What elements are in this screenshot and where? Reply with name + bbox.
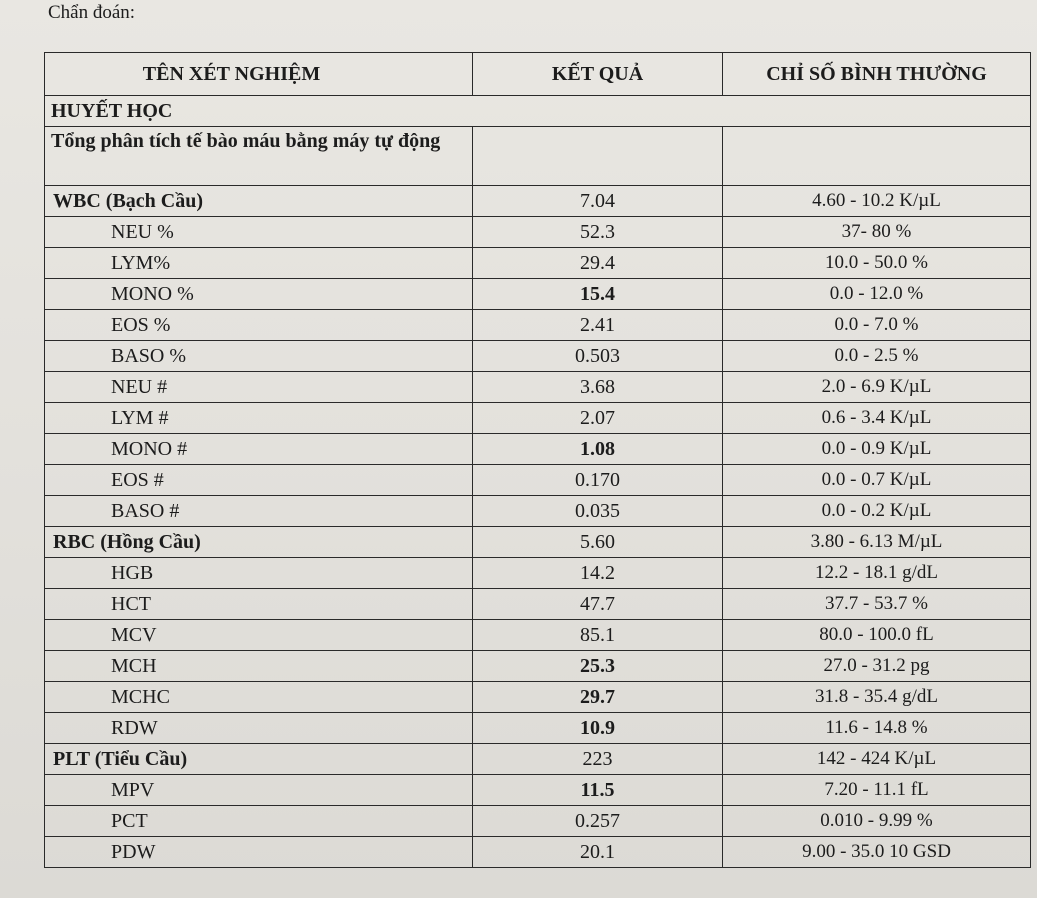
test-name: MPV: [45, 775, 473, 806]
normal-range: 12.2 - 18.1 g/dL: [723, 558, 1031, 589]
test-result: 29.7: [473, 682, 723, 713]
lab-result-sheet: [44, 52, 1030, 868]
normal-range: 0.0 - 0.2 K/µL: [723, 496, 1031, 527]
normal-range: 3.80 - 6.13 M/µL: [723, 527, 1031, 558]
normal-range: 37.7 - 53.7 %: [723, 589, 1031, 620]
table-row: [45, 403, 1031, 434]
test-result: 2.07: [473, 403, 723, 434]
normal-range: 9.00 - 35.0 10 GSD: [723, 837, 1031, 868]
normal-range: 0.6 - 3.4 K/µL: [723, 403, 1031, 434]
test-result: 11.5: [473, 775, 723, 806]
table-row: [45, 248, 1031, 279]
test-result: 20.1: [473, 837, 723, 868]
subsection-title: Tổng phân tích tế bào máu bằng máy tự động: [45, 127, 473, 186]
section-row: [45, 96, 1031, 127]
subsection-range-empty: [723, 127, 1031, 186]
test-result: 7.04: [473, 186, 723, 217]
test-result: 25.3: [473, 651, 723, 682]
test-name: HGB: [45, 558, 473, 589]
normal-range: 0.0 - 0.7 K/µL: [723, 465, 1031, 496]
table-row: [45, 341, 1031, 372]
normal-range: 27.0 - 31.2 pg: [723, 651, 1031, 682]
test-name: EOS #: [45, 465, 473, 496]
normal-range: 2.0 - 6.9 K/µL: [723, 372, 1031, 403]
normal-range: 0.0 - 0.9 K/µL: [723, 434, 1031, 465]
test-name: LYM #: [45, 403, 473, 434]
header-test-name: TÊN XÉT NGHIỆM: [45, 53, 473, 96]
test-result: 5.60: [473, 527, 723, 558]
table-row: [45, 651, 1031, 682]
test-name: NEU #: [45, 372, 473, 403]
table-row: [45, 589, 1031, 620]
test-name: LYM%: [45, 248, 473, 279]
test-result: 29.4: [473, 248, 723, 279]
subsection-row: [45, 127, 1031, 186]
table-row: [45, 372, 1031, 403]
table-row: [45, 465, 1031, 496]
test-result: 0.503: [473, 341, 723, 372]
table-row: [45, 310, 1031, 341]
normal-range: 11.6 - 14.8 %: [723, 713, 1031, 744]
normal-range: 80.0 - 100.0 fL: [723, 620, 1031, 651]
table-row: [45, 279, 1031, 310]
table-row: [45, 837, 1031, 868]
normal-range: 4.60 - 10.2 K/µL: [723, 186, 1031, 217]
subsection-result-empty: [473, 127, 723, 186]
test-name: PLT (Tiểu Cầu): [45, 744, 473, 775]
table-row: [45, 775, 1031, 806]
lab-results-table: [44, 52, 1031, 868]
test-name: PDW: [45, 837, 473, 868]
test-result: 0.257: [473, 806, 723, 837]
test-result: 85.1: [473, 620, 723, 651]
test-result: 0.170: [473, 465, 723, 496]
test-result: 14.2: [473, 558, 723, 589]
table-row: [45, 434, 1031, 465]
normal-range: 0.0 - 12.0 %: [723, 279, 1031, 310]
normal-range: 0.0 - 2.5 %: [723, 341, 1031, 372]
table-row: [45, 217, 1031, 248]
test-name: MONO %: [45, 279, 473, 310]
test-name: RBC (Hồng Cầu): [45, 527, 473, 558]
test-name: MCH: [45, 651, 473, 682]
test-name: HCT: [45, 589, 473, 620]
test-result: 223: [473, 744, 723, 775]
table-row: [45, 682, 1031, 713]
test-result: 15.4: [473, 279, 723, 310]
test-name: WBC (Bạch Cầu): [45, 186, 473, 217]
table-row: [45, 496, 1031, 527]
test-name: MCHC: [45, 682, 473, 713]
table-row: [45, 186, 1031, 217]
test-result: 1.08: [473, 434, 723, 465]
section-title: HUYẾT HỌC: [45, 96, 1031, 127]
normal-range: 31.8 - 35.4 g/dL: [723, 682, 1031, 713]
test-name: RDW: [45, 713, 473, 744]
table-row: [45, 527, 1031, 558]
test-result: 0.035: [473, 496, 723, 527]
normal-range: 7.20 - 11.1 fL: [723, 775, 1031, 806]
header-normal-range: CHỈ SỐ BÌNH THƯỜNG: [723, 53, 1031, 96]
normal-range: 0.0 - 7.0 %: [723, 310, 1031, 341]
table-header-row: [45, 53, 1031, 96]
table-row: [45, 620, 1031, 651]
test-name: BASO #: [45, 496, 473, 527]
test-name: MONO #: [45, 434, 473, 465]
table-row: [45, 806, 1031, 837]
normal-range: 0.010 - 9.99 %: [723, 806, 1031, 837]
test-name: EOS %: [45, 310, 473, 341]
normal-range: 142 - 424 K/µL: [723, 744, 1031, 775]
normal-range: 37- 80 %: [723, 217, 1031, 248]
table-body: [45, 96, 1031, 868]
test-name: MCV: [45, 620, 473, 651]
header-result: KẾT QUẢ: [473, 53, 723, 96]
normal-range: 10.0 - 50.0 %: [723, 248, 1031, 279]
test-result: 10.9: [473, 713, 723, 744]
test-result: 3.68: [473, 372, 723, 403]
diagnosis-label: Chẩn đoán:: [48, 2, 136, 23]
test-name: PCT: [45, 806, 473, 837]
table-row: [45, 558, 1031, 589]
test-result: 52.3: [473, 217, 723, 248]
test-name: BASO %: [45, 341, 473, 372]
table-row: [45, 713, 1031, 744]
test-result: 2.41: [473, 310, 723, 341]
table-row: [45, 744, 1031, 775]
test-name: NEU %: [45, 217, 473, 248]
test-result: 47.7: [473, 589, 723, 620]
